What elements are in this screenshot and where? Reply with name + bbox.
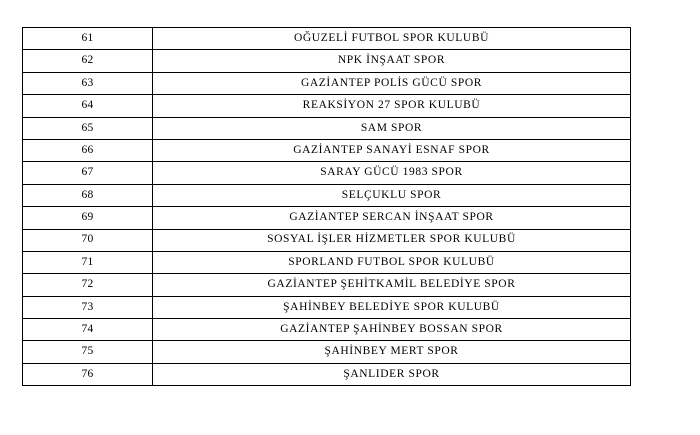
club-name: GAZİANTEP SERCAN İNŞAAT SPOR	[153, 207, 631, 229]
club-list-table	[22, 27, 631, 386]
club-name: ŞAHİNBEY MERT SPOR	[153, 341, 631, 363]
table-row	[23, 117, 631, 139]
row-number: 68	[23, 184, 153, 206]
row-number: 75	[23, 341, 153, 363]
row-number: 66	[23, 139, 153, 161]
club-name: SELÇUKLU SPOR	[153, 184, 631, 206]
club-name: GAZİANTEP SANAYİ ESNAF SPOR	[153, 139, 631, 161]
table-row	[23, 341, 631, 363]
row-number: 63	[23, 72, 153, 94]
club-list-body	[23, 28, 631, 386]
table-row	[23, 229, 631, 251]
table-row	[23, 363, 631, 385]
table-row	[23, 207, 631, 229]
club-name: ŞANLIDER SPOR	[153, 363, 631, 385]
club-name: SAM SPOR	[153, 117, 631, 139]
table-row	[23, 95, 631, 117]
row-number: 65	[23, 117, 153, 139]
table-row	[23, 162, 631, 184]
table-row	[23, 50, 631, 72]
row-number: 62	[23, 50, 153, 72]
table-row	[23, 251, 631, 273]
table-row	[23, 139, 631, 161]
row-number: 76	[23, 363, 153, 385]
row-number: 61	[23, 28, 153, 50]
club-name: ŞAHİNBEY BELEDİYE SPOR KULUBÜ	[153, 296, 631, 318]
table-row	[23, 72, 631, 94]
club-name: NPK İNŞAAT SPOR	[153, 50, 631, 72]
row-number: 64	[23, 95, 153, 117]
row-number: 71	[23, 251, 153, 273]
club-name: OĞUZELİ FUTBOL SPOR KULUBÜ	[153, 28, 631, 50]
table-row	[23, 274, 631, 296]
club-name: GAZİANTEP ŞAHİNBEY BOSSAN SPOR	[153, 319, 631, 341]
club-name: SOSYAL İŞLER HİZMETLER SPOR KULUBÜ	[153, 229, 631, 251]
club-name: GAZİANTEP POLİS GÜCÜ SPOR	[153, 72, 631, 94]
row-number: 70	[23, 229, 153, 251]
club-name: SPORLAND FUTBOL SPOR KULUBÜ	[153, 251, 631, 273]
club-name: REAKSİYON 27 SPOR KULUBÜ	[153, 95, 631, 117]
row-number: 72	[23, 274, 153, 296]
table-row	[23, 296, 631, 318]
club-name: GAZİANTEP ŞEHİTKAMİL BELEDİYE SPOR	[153, 274, 631, 296]
row-number: 73	[23, 296, 153, 318]
table-row	[23, 28, 631, 50]
row-number: 74	[23, 319, 153, 341]
row-number: 67	[23, 162, 153, 184]
club-name: SARAY GÜCÜ 1983 SPOR	[153, 162, 631, 184]
table-row	[23, 184, 631, 206]
table-row	[23, 319, 631, 341]
row-number: 69	[23, 207, 153, 229]
